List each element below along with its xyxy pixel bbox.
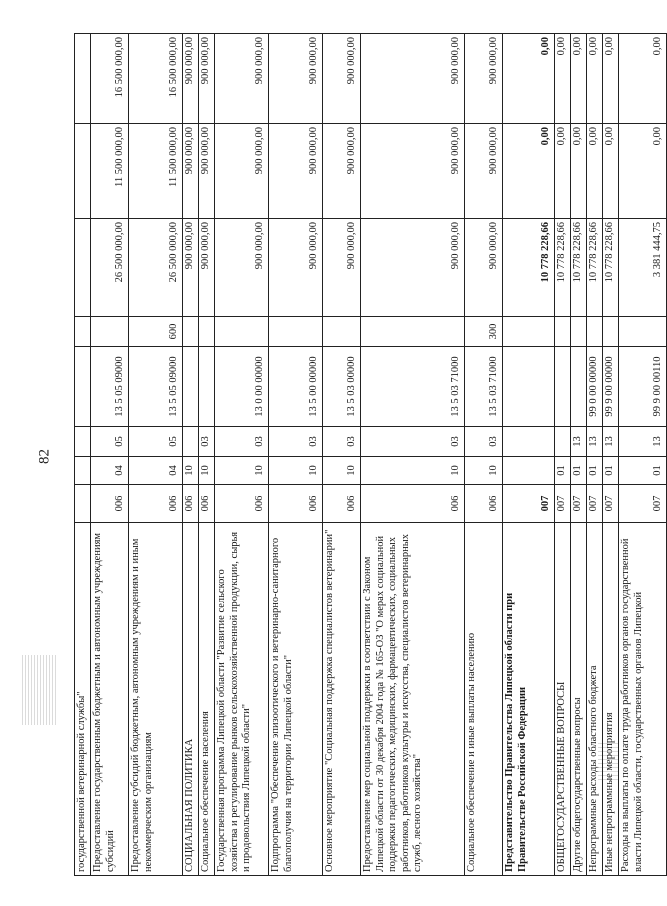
row-name: государственной ветеринарной службы" — [75, 523, 91, 876]
cell-article: 13 5 03 71000 — [465, 347, 503, 427]
cell-expense-type — [571, 317, 587, 347]
table-row — [199, 34, 215, 876]
cell-article — [571, 347, 587, 427]
cell-expense-type — [215, 317, 269, 347]
cell-sum-2: 0,00 — [619, 124, 667, 219]
cell-subsection: 05 — [91, 427, 129, 457]
cell-section — [75, 457, 91, 485]
cell-sum-2: 0,00 — [587, 124, 603, 219]
cell-sum-2: 900 000,00 — [269, 124, 323, 219]
cell-sum-2: 900 000,00 — [215, 124, 269, 219]
row-name: Представительство Правительства Липецкой области при Правительстве Российской Федерации — [503, 523, 555, 876]
cell-expense-type — [603, 317, 619, 347]
row-name: Предоставление государственным бюджетным и автономным учреждениям субсидий — [91, 523, 129, 876]
table-row — [465, 34, 503, 876]
cell-sum-3: 0,00 — [587, 34, 603, 124]
table-row — [571, 34, 587, 876]
cell-sum-1: 900 000,00 — [323, 219, 361, 317]
cell-sum-3: 900 000,00 — [465, 34, 503, 124]
cell-grbs: 007 — [503, 485, 555, 523]
cell-sum-1 — [75, 219, 91, 317]
cell-sum-1: 900 000,00 — [183, 219, 199, 317]
cell-section: 01 — [555, 457, 571, 485]
cell-sum-3: 900 000,00 — [269, 34, 323, 124]
cell-sum-3: 900 000,00 — [199, 34, 215, 124]
cell-subsection: 05 — [129, 427, 183, 457]
table-row — [555, 34, 571, 876]
cell-article: 99 9 00 00000 — [603, 347, 619, 427]
cell-sum-1: 10 778 228,66 — [603, 219, 619, 317]
cell-grbs: 007 — [555, 485, 571, 523]
cell-sum-3: 0,00 — [619, 34, 667, 124]
cell-sum-2: 0,00 — [603, 124, 619, 219]
cell-section: 10 — [269, 457, 323, 485]
cell-sum-1: 10 778 228,66 — [571, 219, 587, 317]
row-name: Непрограммные расходы областного бюджета — [587, 523, 603, 876]
cell-section: 04 — [129, 457, 183, 485]
table-row — [129, 34, 183, 876]
cell-subsection: 03 — [269, 427, 323, 457]
cell-article: 13 0 00 00000 — [215, 347, 269, 427]
cell-grbs: 006 — [91, 485, 129, 523]
cell-subsection: 03 — [215, 427, 269, 457]
table-row — [603, 34, 619, 876]
row-name: Предоставление мер социальной поддержки в соответствии с Законом Липецкой области от 30 декабря 2004 года № 165-ОЗ "О мерах социальной поддержки педагогических, медицинских, фармацевтических, социальных работников, работников культуры и искусства, специалистов ветеринарных служб, лесного хозяйства" — [361, 523, 465, 876]
cell-sum-1: 10 778 228,66 — [587, 219, 603, 317]
cell-subsection: 13 — [603, 427, 619, 457]
cell-subsection: 03 — [199, 427, 215, 457]
cell-article — [555, 347, 571, 427]
cell-sum-1: 900 000,00 — [465, 219, 503, 317]
cell-sum-1: 10 778 228,66 — [555, 219, 571, 317]
cell-expense-type — [619, 317, 667, 347]
cell-expense-type — [323, 317, 361, 347]
table-row — [215, 34, 269, 876]
cell-article: 99 0 00 00000 — [587, 347, 603, 427]
cell-sum-1: 26 500 000,00 — [91, 219, 129, 317]
row-name: Иные непрограммные мероприятия — [603, 523, 619, 876]
cell-sum-2: 11 500 000,00 — [91, 124, 129, 219]
cell-subsection: 13 — [619, 427, 667, 457]
cell-sum-3: 0,00 — [571, 34, 587, 124]
cell-sum-3: 900 000,00 — [323, 34, 361, 124]
cell-sum-3: 16 500 000,00 — [129, 34, 183, 124]
cell-sum-2: 900 000,00 — [465, 124, 503, 219]
cell-article — [199, 347, 215, 427]
cell-sum-2: 900 000,00 — [323, 124, 361, 219]
cell-expense-type — [75, 317, 91, 347]
cell-article — [75, 347, 91, 427]
cell-subsection — [183, 427, 199, 457]
cell-sum-2: 0,00 — [503, 124, 555, 219]
cell-article: 13 5 05 09000 — [129, 347, 183, 427]
cell-grbs: 006 — [183, 485, 199, 523]
cell-sum-2 — [75, 124, 91, 219]
row-name: Социальное обеспечение и иные выплаты населению — [465, 523, 503, 876]
cell-grbs: 006 — [199, 485, 215, 523]
cell-sum-3: 0,00 — [503, 34, 555, 124]
cell-sum-1: 3 381 444,75 — [619, 219, 667, 317]
cell-section: 10 — [323, 457, 361, 485]
cell-article: 99 9 00 00110 — [619, 347, 667, 427]
cell-subsection: 03 — [323, 427, 361, 457]
cell-section: 01 — [571, 457, 587, 485]
rotated-page — [74, 34, 664, 876]
cell-sum-3: 0,00 — [603, 34, 619, 124]
cell-expense-type — [183, 317, 199, 347]
row-name: Подпрограмма "Обеспечение эпизоотического и ветеринарно-санитарного благополучия на территории Липецкой области" — [269, 523, 323, 876]
row-name: ОБЩЕГОСУДАРСТВЕННЫЕ ВОПРОСЫ — [555, 523, 571, 876]
cell-section — [503, 457, 555, 485]
cell-subsection: 13 — [571, 427, 587, 457]
cell-expense-type: 300 — [465, 317, 503, 347]
table-row — [75, 34, 91, 876]
faded-stamp — [22, 655, 56, 725]
row-name: Государственная программа Липецкой области "Развитие сельского хозяйства и регулирование рынков сельскохозяйственной продукции, сырья и продовольствия Липецкой области" — [215, 523, 269, 876]
cell-grbs: 006 — [269, 485, 323, 523]
cell-grbs: 006 — [215, 485, 269, 523]
cell-expense-type: 600 — [129, 317, 183, 347]
cell-sum-2: 900 000,00 — [183, 124, 199, 219]
cell-section: 01 — [603, 457, 619, 485]
table-row — [269, 34, 323, 876]
cell-article: 13 5 00 00000 — [269, 347, 323, 427]
cell-sum-1: 10 778 228,66 — [503, 219, 555, 317]
cell-expense-type — [199, 317, 215, 347]
cell-section: 10 — [215, 457, 269, 485]
table-row — [619, 34, 667, 876]
cell-grbs — [75, 485, 91, 523]
row-name: Предоставление субсидий бюджетным, автономным учреждениям и иным некоммерческим организациям — [129, 523, 183, 876]
cell-article: 13 5 05 09000 — [91, 347, 129, 427]
cell-expense-type — [361, 317, 465, 347]
cell-article: 13 5 03 71000 — [361, 347, 465, 427]
row-name: Другие общегосударственные вопросы — [571, 523, 587, 876]
cell-expense-type — [503, 317, 555, 347]
cell-sum-1: 26 500 000,00 — [129, 219, 183, 317]
cell-grbs: 006 — [129, 485, 183, 523]
cell-expense-type — [555, 317, 571, 347]
cell-sum-1: 900 000,00 — [269, 219, 323, 317]
cell-grbs: 007 — [603, 485, 619, 523]
row-name: Расходы на выплаты по оплате труда работников органов государственной власти Липецкой области, государственных органов Липецкой — [619, 523, 667, 876]
cell-grbs: 007 — [587, 485, 603, 523]
table-row — [503, 34, 555, 876]
cell-article: 13 5 03 00000 — [323, 347, 361, 427]
cell-sum-3 — [75, 34, 91, 124]
cell-subsection: 03 — [465, 427, 503, 457]
row-name: Социальное обеспечение населения — [199, 523, 215, 876]
cell-section: 10 — [465, 457, 503, 485]
cell-sum-2: 0,00 — [555, 124, 571, 219]
cell-grbs: 006 — [465, 485, 503, 523]
row-name: Основное мероприятие "Социальная поддержка специалистов ветеринарии" — [323, 523, 361, 876]
cell-subsection — [503, 427, 555, 457]
cell-section: 10 — [199, 457, 215, 485]
cell-grbs: 006 — [361, 485, 465, 523]
cell-subsection — [75, 427, 91, 457]
cell-grbs: 007 — [571, 485, 587, 523]
cell-sum-3: 16 500 000,00 — [91, 34, 129, 124]
cell-sum-1: 900 000,00 — [215, 219, 269, 317]
table-row — [587, 34, 603, 876]
table-row — [323, 34, 361, 876]
cell-expense-type — [269, 317, 323, 347]
cell-sum-2: 900 000,00 — [199, 124, 215, 219]
table-row — [91, 34, 129, 876]
cell-subsection: 03 — [361, 427, 465, 457]
cell-subsection: 13 — [587, 427, 603, 457]
cell-sum-3: 900 000,00 — [361, 34, 465, 124]
cell-grbs: 007 — [619, 485, 667, 523]
cell-article — [183, 347, 199, 427]
cell-section: 04 — [91, 457, 129, 485]
cell-sum-3: 900 000,00 — [183, 34, 199, 124]
row-name: СОЦИАЛЬНАЯ ПОЛИТИКА — [183, 523, 199, 876]
cell-section: 01 — [619, 457, 667, 485]
cell-section: 10 — [183, 457, 199, 485]
table-row — [183, 34, 199, 876]
cell-sum-3: 0,00 — [555, 34, 571, 124]
cell-grbs: 006 — [323, 485, 361, 523]
budget-table-body — [75, 34, 667, 876]
table-row — [361, 34, 465, 876]
cell-sum-1: 900 000,00 — [361, 219, 465, 317]
cell-sum-2: 11 500 000,00 — [129, 124, 183, 219]
cell-sum-3: 900 000,00 — [215, 34, 269, 124]
cell-sum-1: 900 000,00 — [199, 219, 215, 317]
budget-table — [74, 33, 667, 876]
cell-expense-type — [587, 317, 603, 347]
cell-section: 01 — [587, 457, 603, 485]
cell-article — [503, 347, 555, 427]
cell-sum-2: 0,00 — [571, 124, 587, 219]
page-number: 82 — [36, 449, 53, 464]
cell-section: 10 — [361, 457, 465, 485]
cell-expense-type — [91, 317, 129, 347]
cell-subsection — [555, 427, 571, 457]
cell-sum-2: 900 000,00 — [361, 124, 465, 219]
